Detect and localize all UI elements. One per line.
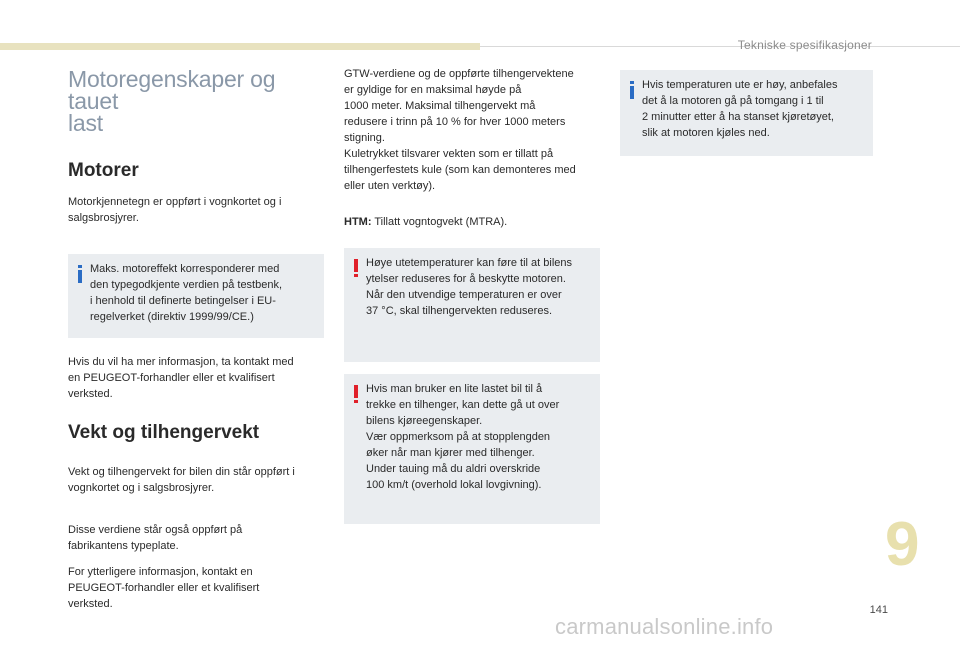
- warning-note-towing: Hvis man bruker en lite lastet bil til å trekke en tilhenger, kan dette gå ut over bilens kjøreegenskaper. Vær oppmerksom på at stopplengden øker når man kjører med tilhenger. Under tauing må du aldri overskride 100 km/t (overhold lokal lovgivning).: [344, 374, 600, 524]
- watermark: carmanualsonline.info: [555, 614, 774, 639]
- paragraph-htm: HTM: Tillatt vogntogvekt (MTRA).: [344, 216, 508, 228]
- warning-note-temperature: Høye utetemperaturer kan føre til at bilens ytelser reduseres for å beskytte motoren. Når den utvendige temperaturen er over 37 °C, skal tilhengervekten reduseres.: [344, 248, 600, 362]
- paragraph-motorer: Motorkjennetegn er oppført i vognkortet og i salgsbrosjyrer.: [68, 196, 282, 224]
- column-left: [68, 66, 324, 612]
- column-middle: [344, 66, 600, 524]
- heading-vekt: Vekt og tilhengervekt: [68, 422, 260, 443]
- heading-motorer: Motorer: [68, 160, 139, 181]
- info-icon: [628, 81, 636, 99]
- page-title: Motoregenskaper og tauet last: [68, 66, 276, 136]
- column-right: [620, 66, 876, 156]
- paragraph-gtw: GTW-verdiene og de oppførte tilhengervektene er gyldige for en maksimal høyde på 1000 meter. Maksimal tilhengervekt må redusere i trinn på 10 % for hver 1000 meters stigning. Kuletrykket tilsvarer vekten som er tillatt på tilhengerfestets kule (som kan demonteres med eller uten verktøy).: [344, 68, 576, 192]
- section-title: Tekniske spesifikasjoner: [737, 38, 872, 52]
- page-number: 141: [869, 604, 888, 616]
- paragraph-kontakt: For ytterligere informasjon, kontakt en PEUGEOT-forhandler eller et kvalifisert verksted.: [68, 566, 260, 610]
- info-note-motoreffekt: Maks. motoreffekt korresponderer med den typegodkjente verdien på testbenk, i henhold til definerte betingelser i EU- regelverket (direktiv 1999/99/CE.): [68, 254, 324, 338]
- info-icon: [76, 265, 84, 283]
- paragraph-vekt: Vekt og tilhengervekt for bilen din står oppført i vognkortet og i salgsbrosjyrer.: [68, 466, 295, 494]
- warning-icon: [352, 385, 360, 403]
- header-accent-bar: [0, 43, 480, 50]
- warning-icon: [352, 259, 360, 277]
- paragraph-contact-info: Hvis du vil ha mer informasjon, ta kontakt med en PEUGEOT-forhandler eller et kvalifisert verksted.: [68, 356, 294, 400]
- paragraph-typeplate: Disse verdiene står også oppført på fabrikantens typeplate.: [68, 524, 243, 552]
- info-note-idle: Hvis temperaturen ute er høy, anbefales det å la motoren gå på tomgang i 1 til 2 minutter etter å ha stanset kjøretøyet, slik at motoren kjøles ned.: [620, 70, 873, 156]
- chapter-number: 9: [885, 510, 920, 579]
- header-rule: [480, 46, 960, 47]
